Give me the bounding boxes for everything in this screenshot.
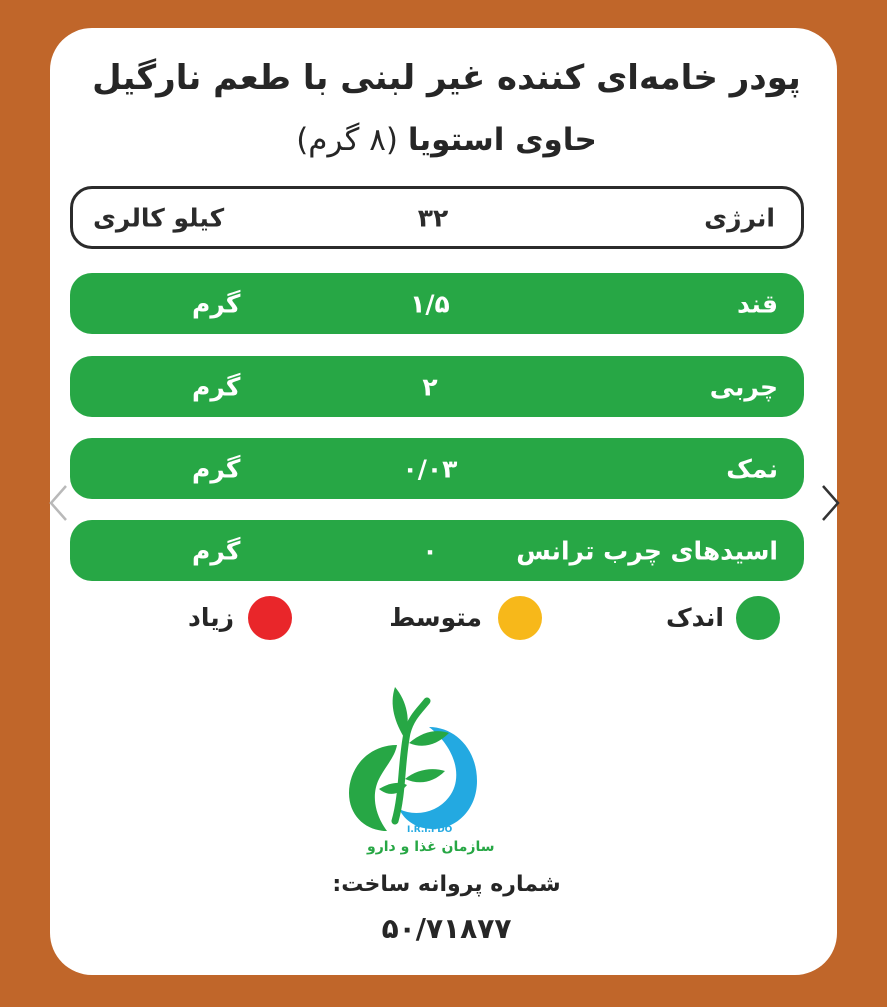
energy-row [70,186,804,249]
nutrient-label: چربی [709,372,778,401]
subtitle-main: حاوی استویا [407,122,597,158]
nutrient-label: اسیدهای چرب ترانس [516,536,778,565]
nutrient-value: ۲ [422,372,438,401]
nutrient-row-trans-fat [70,520,804,581]
product-title: پودر خامه‌ای کننده غیر لبنی با طعم نارگیل [92,58,801,98]
nutrient-row-sugar [70,273,804,334]
nutrient-unit: گرم [192,372,241,401]
legend-high-label: زیاد [188,603,234,632]
org-name: سازمان غذا و دارو [367,839,495,855]
permit-label: شماره پروانه ساخت: [332,872,561,897]
nutrient-unit: گرم [192,289,241,318]
legend-medium-label: متوسط [389,603,482,632]
traffic-light-legend [0,594,893,644]
legend-medium [390,594,550,644]
energy-label: انرژی [704,203,775,232]
serving-size: (۸ گرم) [296,122,398,158]
nutrient-unit: گرم [192,454,241,483]
org-code: I.R.I.FDO [407,825,453,835]
food-and-drug-logo [345,683,495,861]
chevron-left-icon[interactable] [44,478,74,528]
nutrient-unit: گرم [192,536,241,565]
product-subtitle [0,122,893,158]
nutrient-value: ۰/۰۳ [402,454,458,483]
fda-emblem-icon [345,683,480,833]
nutrient-row-fat [70,356,804,417]
nutrient-value: ۰ [422,536,438,565]
energy-value: ۳۲ [417,203,449,232]
legend-low [654,594,784,644]
nutrient-row-salt [70,438,804,499]
permit-number: ۵۰/۷۱۸۷۷ [381,912,512,945]
nutrient-value: ۱/۵ [410,289,450,318]
nutrient-label: نمک [726,454,778,483]
chevron-right-icon[interactable] [815,478,845,528]
yellow-dot-icon [498,596,542,640]
nutrient-label: قند [736,289,778,318]
green-dot-icon [736,596,780,640]
energy-unit: کیلو کالری [93,203,225,232]
legend-low-label: اندک [666,603,724,632]
red-dot-icon [248,596,292,640]
legend-high [176,594,296,644]
